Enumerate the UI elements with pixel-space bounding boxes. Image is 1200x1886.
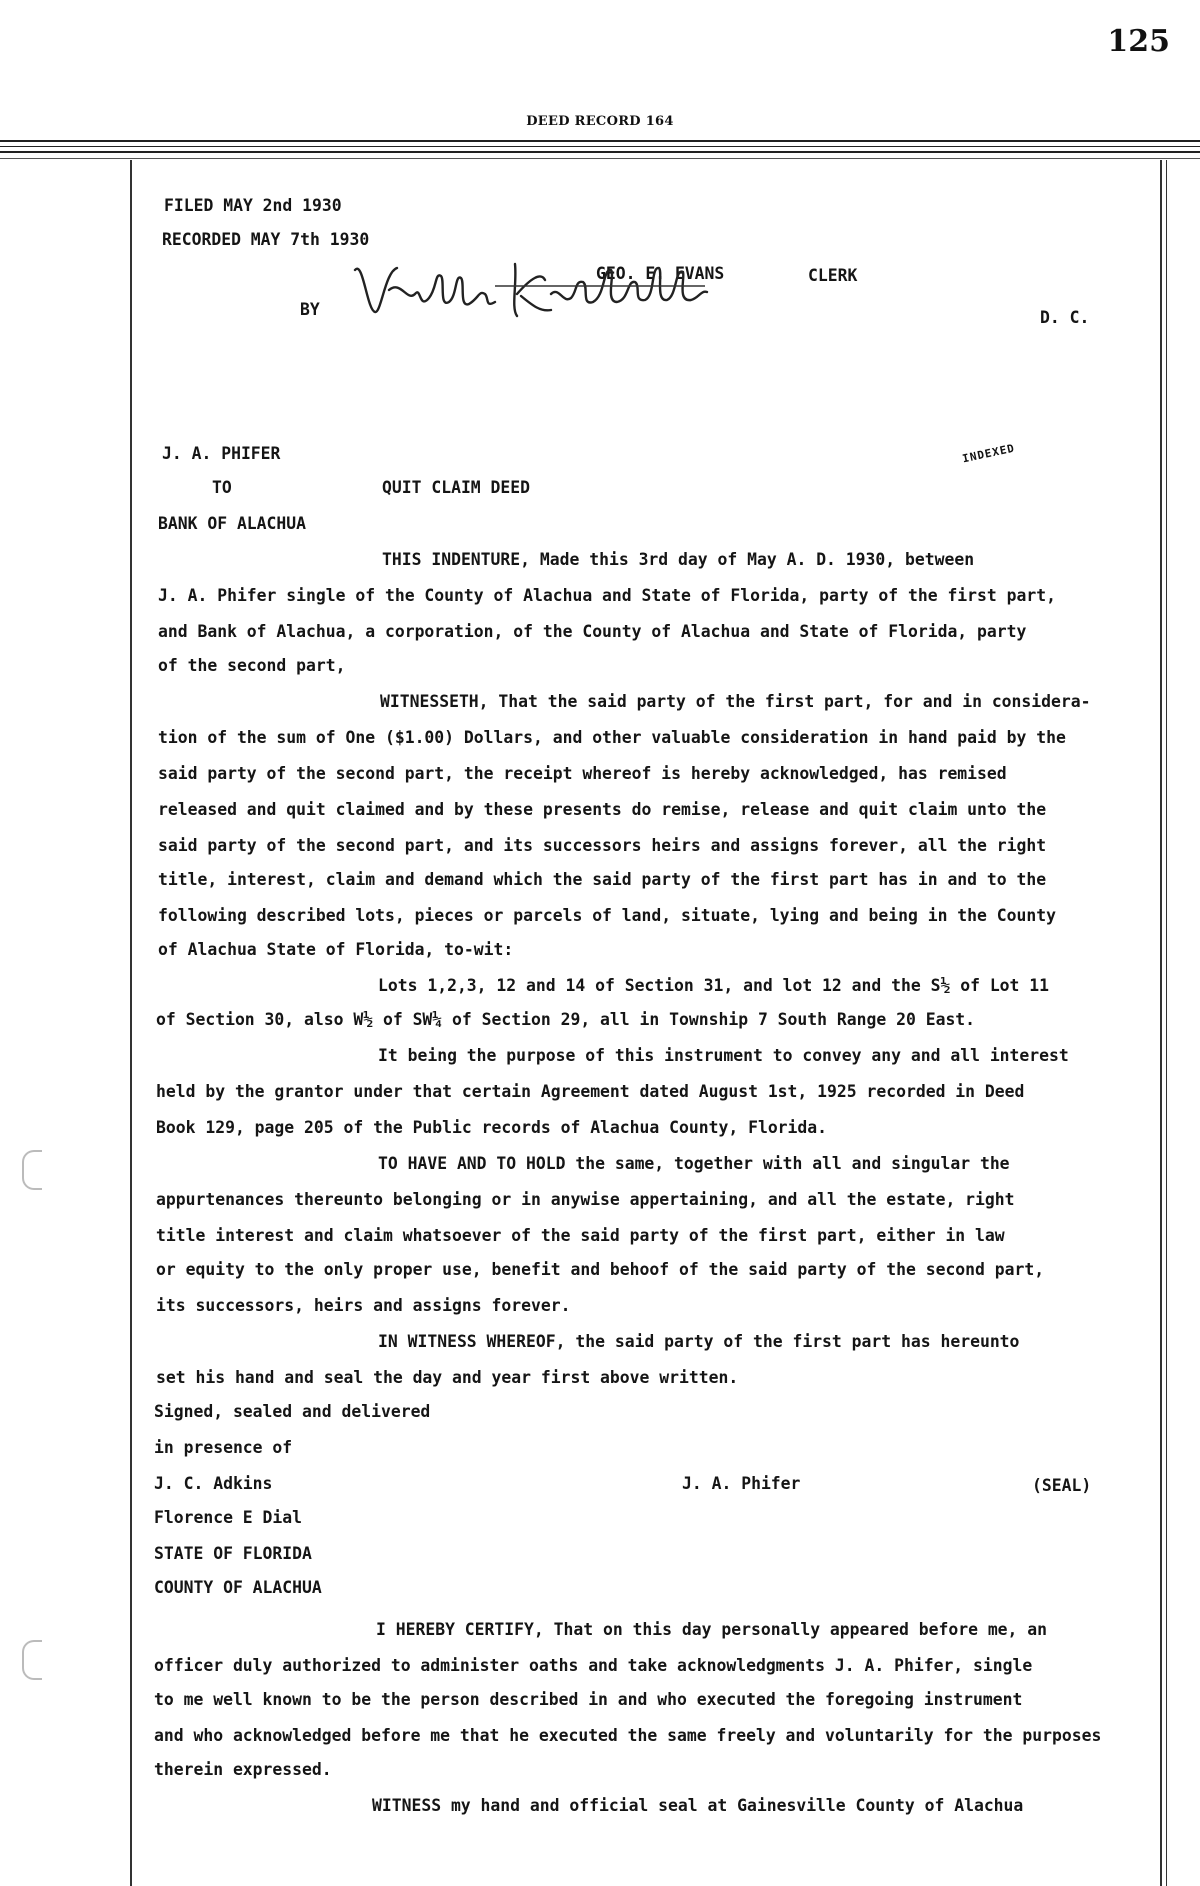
header-rule-thin [0,158,1200,159]
acknowledgment-line: to me well known to be the person described in and who executed the foregoing instrument [154,1690,1023,1709]
witness-seal-line: WITNESS my hand and official seal at Gainesville County of Alachua [372,1796,1024,1815]
by-label: BY [300,300,320,319]
filed-date: FILED MAY 2nd 1930 [164,196,342,215]
body-line: tion of the sum of One ($1.00) Dollars, and other valuable consideration in hand paid by the [158,728,1066,747]
body-line: title interest and claim whatsoever of the said party of the first part, either in law [156,1226,1005,1245]
signed-sealed-delivered: Signed, sealed and delivered [154,1402,431,1421]
witness-2: Florence E Dial [154,1508,303,1527]
body-line: appurtenances thereunto belonging or in anywise appertaining, and all the estate, right [156,1190,1015,1209]
header-rule-top [0,140,1200,142]
body-line: THIS INDENTURE, Made this 3rd day of May A. D. 1930, between [382,550,975,569]
deputy-signature [345,250,715,330]
acknowledgment-line: therein expressed. [154,1760,332,1779]
grantor-signature: J. A. Phifer [682,1474,801,1493]
header-rule-bottom [0,151,1200,153]
legal-description-line: Lots 1,2,3, 12 and 14 of Section 31, and lot 12 and the S½ of Lot 11 [378,976,1050,995]
right-margin-line-inner [1166,160,1167,1886]
header-rule-mid [0,146,1200,147]
body-line: following described lots, pieces or parcels of land, situate, lying and being in the County [158,906,1056,925]
binding-mark [22,1150,42,1190]
recorded-date: RECORDED MAY 7th 1930 [162,230,370,249]
body-line: WITNESSETH, That the said party of the first part, for and in considera- [380,692,1091,711]
body-line: set his hand and seal the day and year first above written. [156,1368,739,1387]
seal-label: (SEAL) [1032,1476,1092,1495]
left-margin-line [130,160,132,1886]
grantor-name: J. A. PHIFER [162,444,281,463]
clerk-name: GEO. E. EVANS [596,264,725,283]
body-line: said party of the second part, the receipt whereof is hereby acknowledged, has remised [158,764,1007,783]
witness-1: J. C. Adkins [154,1474,273,1493]
body-line: of Alachua State of Florida, to-wit: [158,940,514,959]
body-line: or equity to the only proper use, benefit and behoof of the said party of the second part, [156,1260,1045,1279]
body-line: It being the purpose of this instrument to convey any and all interest [378,1046,1069,1065]
binding-mark [22,1640,42,1680]
body-line: J. A. Phifer single of the County of Alachua and State of Florida, party of the first part, [158,586,1056,605]
grantee-name: BANK OF ALACHUA [158,514,307,533]
county-label: COUNTY OF ALACHUA [154,1578,322,1597]
deed-type: QUIT CLAIM DEED [382,478,531,497]
acknowledgment-line: officer duly authorized to administer oaths and take acknowledgments J. A. Phifer, single [154,1656,1033,1675]
to-label: TO [212,478,232,497]
body-line: and Bank of Alachua, a corporation, of the County of Alachua and State of Florida, party [158,622,1027,641]
page-number: 125 [1107,24,1170,59]
body-line: Book 129, page 205 of the Public records of Alachua County, Florida. [156,1118,828,1137]
body-line: its successors, heirs and assigns forever. [156,1296,571,1315]
body-line: of the second part, [158,656,346,675]
indexed-stamp: INDEXED [961,441,1017,466]
body-line: released and quit claimed and by these presents do remise, release and quit claim unto the [158,800,1047,819]
deputy-clerk-label: D. C. [1040,308,1090,327]
body-line: held by the grantor under that certain Agreement dated August 1st, 1925 recorded in Deed [156,1082,1025,1101]
acknowledgment-line: and who acknowledged before me that he executed the same freely and voluntarily for the purposes [154,1726,1102,1745]
body-line: IN WITNESS WHEREOF, the said party of the first part has hereunto [378,1332,1020,1351]
body-line: said party of the second part, and its successors heirs and assigns forever, all the right [158,836,1047,855]
body-line: TO HAVE AND TO HOLD the same, together with all and singular the [378,1154,1010,1173]
book-header: DEED RECORD 164 [526,114,674,129]
right-margin-line [1160,160,1162,1886]
body-line: title, interest, claim and demand which the said party of the first part has in and to the [158,870,1047,889]
legal-description-line: of Section 30, also W½ of SW¼ of Section 29, all in Township 7 South Range 20 East. [156,1010,976,1029]
state-label: STATE OF FLORIDA [154,1544,312,1563]
acknowledgment-line: I HEREBY CERTIFY, That on this day personally appeared before me, an [376,1620,1048,1639]
in-presence-of: in presence of [154,1438,293,1457]
clerk-title: CLERK [808,266,858,285]
